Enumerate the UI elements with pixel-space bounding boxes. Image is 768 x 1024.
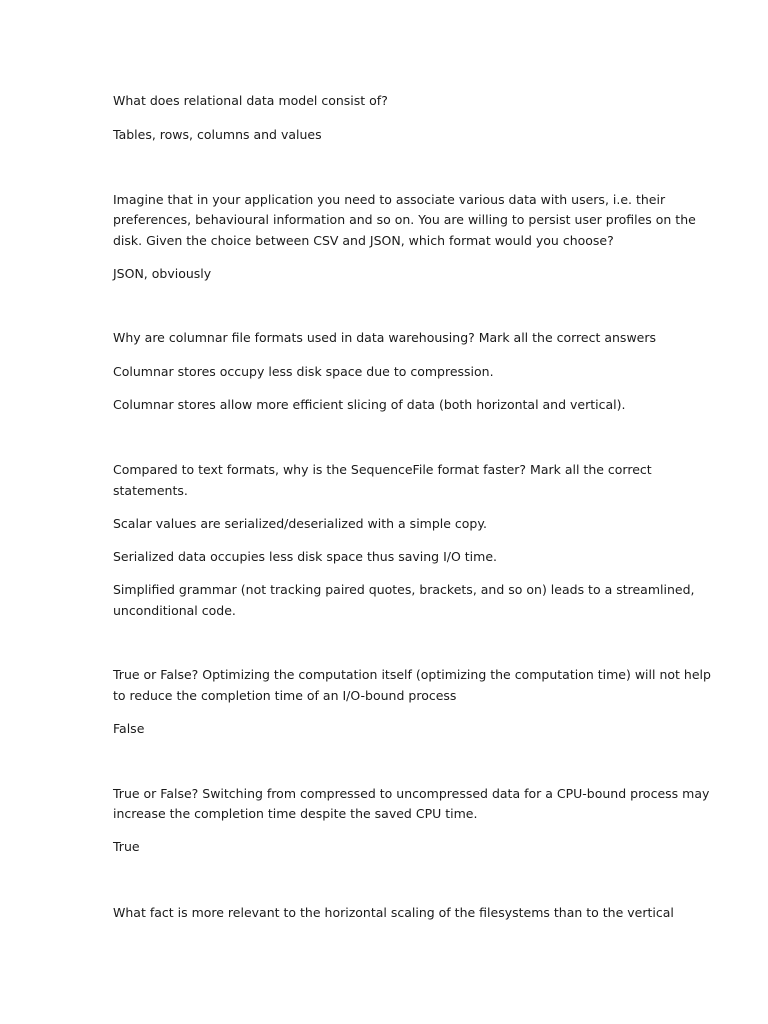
answer-4a: Scalar values are serialized/deserialized with a simple copy. — [113, 516, 487, 531]
question-2-line-1: Imagine that in your application you need to associate various data with users, i.e. their — [113, 192, 666, 207]
question-4-line-2: statements. — [113, 483, 188, 498]
question-3: Why are columnar file formats used in data warehousing? Mark all the correct answers — [113, 330, 657, 345]
answer-6: True — [113, 839, 140, 854]
answer-4c-line-1: Simplified grammar (not tracking paired quotes, brackets, and so on) leads to a streamlined, — [113, 582, 695, 597]
question-2-line-3: disk. Given the choice between CSV and JSON, which format would you choose? — [113, 233, 614, 248]
answer-3b: Columnar stores allow more efficient slicing of data (both horizontal and vertical). — [113, 397, 626, 412]
answer-4b: Serialized data occupies less disk space thus saving I/O time. — [113, 549, 497, 564]
question-7: What fact is more relevant to the horizontal scaling of the filesystems than to the vertical — [113, 905, 674, 920]
question-5-line-2: to reduce the completion time of an I/O-bound process — [113, 688, 457, 703]
question-4-line-1: Compared to text formats, why is the SequenceFile format faster? Mark all the correct — [113, 462, 652, 477]
answer-2: JSON, obviously — [113, 266, 212, 281]
question-6-line-2: increase the completion time despite the saved CPU time. — [113, 806, 478, 821]
answer-5: False — [113, 721, 145, 736]
question-6-line-1: True or False? Switching from compressed to uncompressed data for a CPU-bound process may — [113, 786, 710, 801]
question-2-line-2: preferences, behavioural information and so on. You are willing to persist user profiles on the — [113, 212, 696, 227]
question-5-line-1: True or False? Optimizing the computation itself (optimizing the computation time) will not help — [113, 667, 711, 682]
answer-1: Tables, rows, columns and values — [113, 127, 322, 142]
answer-4c-line-2: unconditional code. — [113, 603, 236, 618]
question-1: What does relational data model consist of? — [113, 93, 388, 108]
answer-3a: Columnar stores occupy less disk space due to compression. — [113, 364, 494, 379]
